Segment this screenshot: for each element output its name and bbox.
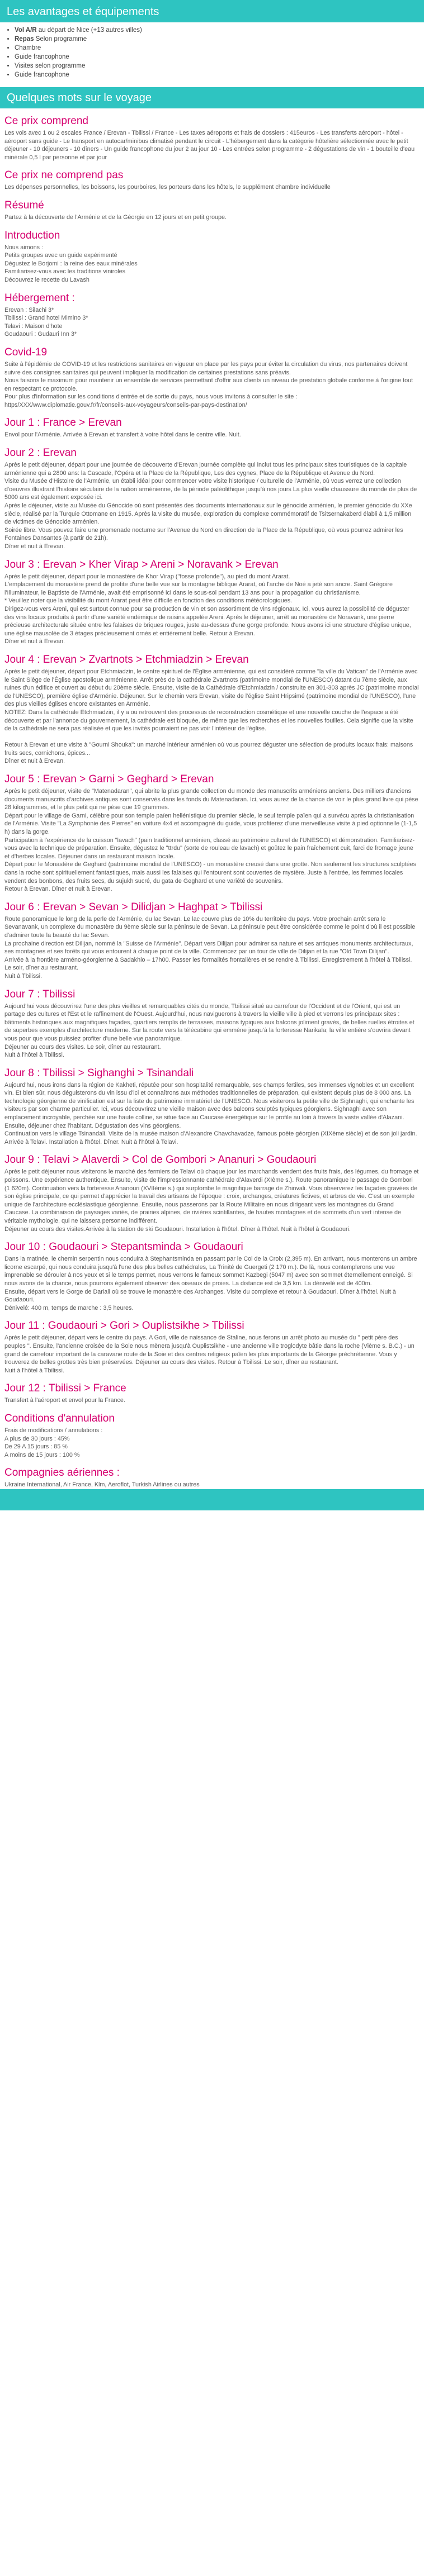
- section-body: Route panoramique le long de la perle de l'Arménie, du lac Sevan. Le lac couvre plus de 10% du territoire du pays. Votre prochain arrêt sera le Sevanavank, un complexe du monastère du 9ème siècle sur la péninsule de Sevan. La péninsule peut être considérée comme le point d'où il est possible d'admirer toute la beauté du lac Sevan. La prochaine direction est Dilijan, nommé la "Suisse de l'Arménie". Départ vers Dilijan pour admirer sa nature et ses antiques monuments architecturaux, ses montagnes et ses forêts qui vous entourent à chaque point de la ville. Commencez par un tour de ville de Dilijan et la rue "Old Town Dilijan". Arrivée à la frontière arméno-géorgienne à Sadakhlo – 17h00. Passer les formalités frontalières et se rendre à Tbilissi. Enregistrement à l'hôtel à Tbilissi. Le soir, dîner au restaurant. Nuit à Tbilissi.: [4, 915, 416, 980]
- section-title: Jour 9 : Telavi > Alaverdi > Col de Gombori > Ananuri > Goudaouri: [4, 1154, 317, 1166]
- advantage-item: [15, 26, 424, 35]
- section-title: Ce prix ne comprend pas: [4, 169, 124, 182]
- section-body: Les vols avec 1 ou 2 escales France / Erevan - Tbilissi / France - Les taxes aéroports et frais de dossiers : 415euros - Les transferts aéroport - hôtel - aéroport sans guide - Le transport en autocar/minibus climatisé pendant le circuit - L'hébergement dans la catégorie hôtelière sélectionnée avec le petit déjeuner - 10 déjeuners - 10 dîners - Un guide francophone du jour 2 au jour 10 - Les entrées selon programme - 2 dégustations de vin - 1 bouteille d'eau minérale 0,5 l par personne et par jour: [4, 130, 415, 161]
- advantage-text: au départ de Nice (+13 autres villes): [36, 27, 142, 34]
- advantage-item: [15, 61, 424, 70]
- section-body: Transfert à l'aéroport et envol pour la France.: [4, 1397, 125, 1404]
- section-title: Jour 5 : Erevan > Garni > Geghard > Erevan: [4, 773, 214, 786]
- advantage-bold: Vol A/R: [15, 27, 37, 34]
- section-title: Conditions d'annulation: [4, 1412, 115, 1424]
- advantages-list: [0, 26, 424, 79]
- section-title: Hébergement :: [4, 292, 75, 304]
- section-title: Jour 12 : Tbilissi > France: [4, 1382, 126, 1395]
- section-body: Après le petit déjeuner, départ pour Etchmiadzin, le centre spirituel de l'Église arménienne, qui est considéré comme "la ville du Vatican" de l'Arménie avec le Saint Siège de l'Église apostolique arménienne. Arrêt près de la cathédrale Zvartnots (patrimoine mondial de l'UNESCO) datant du 7ème siècle, aux ruines d'un édifice et ouvert au début du 20ème siècle. Ensuite, visite de la Cathédrale d'Etchmiadzin / construite en 301-303 après JC (patrimoine mondial de l'UNESCO), première église d'Arménie. Déjeuner. Sur le chemin vers Erevan, visite de l'église Saint Hripsimé (patrimoine mondial de l'UNESCO), l'une des plus vieilles églises encore existantes en Arménie. NOTEZ: Dans la cathédrale Etchmiadzin, il y a ou retrouvent des processus de reconstruction cosmétique et une nouvelle couche de l'espace a été découverte et par l'annonce du gouvernement, la cathédrale est bloquée, de même que les recherches et les nouvelles fouilles. Cela signifie que la visite de la cathédrale ne sera pas réalisée et que les invités pourraient ne pas voir l'intérieur de l'église. Retour à Erevan et une visite à "Gourni Shouka": un marché intérieur arménien où vous pourrez déguster une sélection de produits locaux frais: maisons fruits secs, cornichons, épices... Dîner et nuit à Erevan.: [4, 668, 419, 765]
- advantage-text: Guide francophone: [15, 54, 69, 60]
- advantage-item: [15, 70, 424, 79]
- section-title: Jour 11 : Goudaouri > Gori > Ouplistsikhe > Tbilissi: [4, 1320, 244, 1332]
- section-title: Jour 7 : Tbilissi: [4, 988, 76, 1000]
- advantage-text: Visites selon programme: [15, 63, 86, 69]
- advantage-text: Chambre: [15, 45, 41, 51]
- words-header: [0, 87, 424, 108]
- section-title: Compagnies aériennes :: [4, 1467, 120, 1479]
- section-body: Frais de modifications / annulations : A plus de 30 jours : 45% De 29 A 15 jours : 85 % A moins de 15 jours : 100 %: [4, 1427, 103, 1458]
- advantage-bold: Repas: [15, 36, 34, 42]
- advantage-text: Selon programme: [34, 36, 87, 42]
- section-body: Après le petit déjeuner, départ vers le centre du pays. A Gori, ville de naissance de Staline, nous ferons un arrêt photo au musée du " petit père des peuples ". Ensuite, l'ancienne croisée de la Soie nous mènera jusqu'à Ouplistsikhe - une ancienne ville troglodyte bâtie dans la roche (Vième s. B.C.) - un grand de carrefour important de la caravane route de la Soie et des centres religieux païen les plus importants de la Géorgie préchrétienne. Vous y trouverez de belles grottes très bien préservées. Déjeuner au cours des visites. Retour à Tbilissi. Le soir, dîner au restaurant. Nuit à l'hôtel à Tbilissi.: [4, 1334, 414, 1374]
- advantages-header: [0, 0, 424, 22]
- section-title: Introduction: [4, 229, 60, 241]
- section-body: Partez à la découverte de l'Arménie et de la Géorgie en 12 jours et en petit groupe.: [4, 213, 227, 221]
- section-body: Les dépenses personnelles, les boissons, les pourboires, les porteurs dans les hôtels, le supplément chambre individuelle: [4, 184, 331, 191]
- section-title: Jour 3 : Erevan > Kher Virap > Areni > Noravank > Erevan: [4, 558, 279, 571]
- section-body: Aujourd'hui vous découvrirez l'une des plus vieilles et remarquables cités du monde, Tbilissi situé au carrefour de l'Occident et de l'Orient, qui est un partage des cultures et l'Est et le raffinement de l'Ouest. Aujourd'hui, nous naviguerons à travers la vieille ville à pied et verrons les principaux sites : bâtiments historiques aux magnifiques façades, quartiers remplis de terrasses, maisons typiques aux balcons joliment gravés, de belles ruelles étroites et de superbes exemples d'architecture moderne. Sur la route vers la télécabine qui emmène jusqu'à la forteresse Narikala; la ville entière s'ouvrira devant vous pour que vous puissiez profiter d'une belle vue panoramique. Déjeuner au cours des visites. Le soir, dîner au restaurant. Nuit à l'hôtel à Tbilissi.: [4, 1002, 414, 1059]
- section-body: Après le petit déjeuner nous visiterons le marché des fermiers de Telavi où chaque jour les marchands vendent des fruits frais, des légumes, du fromage et poissons. Une expérience authentique. Ensuite, visite de l'impressionnante cathédrale d'Alaverdi (XIème s.). Route panoramique le passage de Gombori (1 620m). Continuation vers la forteresse Ananouri (XVIIème s.) qui surplombe le magnifique barrage de Zhinvali. Vous observerez les façades gravées de son église principale, ce qui permet d'apprécier la travail des artisans de l'époque : croix, archanges, créatures fictives, et arbres de vie. C'est un exemple unique de l'architecture ecclésiastique géorgienne. Ensuite, nous passerons par la Route Militaire en nous dirigeant vers les montagnes du Grand Caucase. La combinaison de paysages variés, de prairies alpines, de rivières scintillantes, de hautes montagnes et de sommets d'un vert intense de véritable mythologie, qui ne laissera personne indifférent. Déjeuner au cours des visites.Arrivée à la station de ski Goudaouri. Installation à l'hôtel. Dîner à l'hôtel. Nuit à l'hôtel à Goudaouri.: [4, 1168, 419, 1233]
- section-body: Erevan : Silachi 3* Tbilissi : Grand hotel Mimino 3* Telavi : Maison d'hote Goudaouri : Gudauri Inn 3*: [4, 306, 88, 338]
- words-title: Quelques mots sur le voyage: [7, 92, 152, 104]
- section-title: Covid-19: [4, 346, 48, 358]
- section-body: Nous aimons : Petits groupes avec un guide expérimenté Dégustez le Borjomi : la reine des eaux minérales Familiarisez-vous avec les traditions viniroles Découvrez le recette du Lavash: [4, 244, 138, 283]
- section-title: Ce prix comprend: [4, 115, 88, 127]
- section-body: Après le petit déjeuner, départ pour le monastère de Khor Virap ("fosse profonde"), au pied du mont Ararat. L'emplacement du monastère prend de profite d'une belle vue sur la montagne biblique Ararat, où l'arche de Noé a jeté son ancre. Saint Grégoire l'Illuminateur, le Baptiste de l'Arménie, avait été emprisonné ici dans le sous-sol pendant 13 ans pour la propagation du christianisme. * Veuillez noter que la visibilité du mont Ararat peut être difficile en fonction des conditions météorologiques. Dirigez-vous vers Areni, qui est surtout connue pour sa production de vin et son assortiment de vins régionaux. Ici, vous aurez la possibilité de déguster des vins locaux produits à partir d'une variété endémique de raisins appelée Areni. Après le déjeuner, arrêt au monastère de Noravank, une pierre précieuse architecturale située entre les falaises de briques rouges, juste au-dessus d'une gorge profonde. Nous avons ici une structure d'église unique, une église mausolée de 3 étages précieusement ornés et entièrement belle. Retour à Erevan. Dîner et nuit à Erevan.: [4, 573, 411, 645]
- section-body: Envol pour l'Arménie. Arrivée à Erevan et transfert à votre hôtel dans le centre ville. Nuit.: [4, 431, 241, 439]
- section-body: Après le petit déjeuner, départ pour une journée de découverte d'Erevan journée complète qui inclut tous les principaux sites touristiques de la capitale arménienne qui a 2800 ans: la Cascade, l'Opéra et la Place de la République, Les des cygnes, Place de la République et Avenue du Nord. Visite du Musée d'Histoire de l'Arménie, un établi idéal pour commencer votre visite historique / culturelle de l'Arménie, où vous verrez une collection d'oeuvres illustrant l'histoire séculaire de la nation arménienne, de la période paléolithique jusqu'à nos jours La plus vieille chaussure du monde de plus de 5000 ans est également exposée ici. Après le déjeuner, visite au Musée du Génocide où sont présentés des documents internationaux sur le génocide arménien, le premier génocide du XXe siècle, réalisé par la Turquie Ottomane en 1915. Après la visite du musée, exploration du complexe commémoratif de Tsitsernakaberd élabli à 1,5 million de victimes de Génocide arménien. Soirée libre. Vous pouvez faire une promenade nocturne sur l'Avenue du Nord en direction de la Place de la République, où vous pourrez admirer les Fontaines Dansantes (à partir de 21h). Dîner et nuit à Erevan.: [4, 462, 417, 550]
- section-title: Jour 8 : Tbilissi > Sighanghi > Tsinandali: [4, 1067, 194, 1079]
- section-body: Ukraine International, Air France, Klm, Aeroflot, Turkish Airlines ou autres: [4, 1481, 200, 1489]
- section-title: Jour 2 : Erevan: [4, 447, 77, 459]
- section-title: Jour 10 : Goudaouri > Stepantsminda > Goudaouri: [4, 1241, 243, 1253]
- section-body: Aujourd'hui, nous irons dans la région de Kakheti, réputée pour son hospitalité remarquable, ses champs fertiles, ses immenses vignobles et un excellent vin. Et bien sûr, nous déguisterons du vin issu d'ici et connaîtrons aux méthodes traditionnelles de préparation, qui existent depuis plus de 8 000 ans. La technologie géorgienne de vinification est sur la liste du patrimoine immatériel de l'UNESCO. Nous visiterons la petite ville de Sighnaghi, qui enchante les visiteurs par son charme particulier. Ici, vous découvrirez une vieille maison avec des balcons sculptés typiques géorgiens. Sighnaghi avec son emplacement incroyable, perchée sur une haute colline, se situe face au Caucase énergétique sur le profile au loin à travers la vaste vallée d'Alazani. Ensuite, déjeuner chez l'habitant. Dégustation des vins géorgiens. Continuation vers le village Tsinandali. Visite de la musée maison d'Alexandre Chavchavadze, famous poète géorgien (XIXème siècle) et de son joli jardin. Arrivée à Telavi. Installation à l'hôtel. Dîner. Nuit à l'hôtel à Telavi.: [4, 1081, 417, 1146]
- advantages-title: Les avantages et équipements: [7, 6, 159, 18]
- section-title: Jour 6 : Erevan > Sevan > Dilidjan > Haghpat > Tbilissi: [4, 901, 263, 913]
- section-body: Dans la matinée, le chemin serpentin nous conduira à Stephantsminda en passant par le Col de la Croix (2,395 m). En arrivant, nous monterons un ambre licorne escarpé, qui nous conduira jusqu'à l'une des plus belles cathédrales, La Trinité de Guergeti (2 170 m.). De là, nous contemplerons une vue imprenable se dérouler à nos yeux et si le temps permet, nous verrons le fameux sommet Kazbegi (5047 m) avec son sommet éternellement enneigé. Si nous avons de la chance, nous pourrons également observer des oiseaux de proies. La distance est de 3,5 km. La dénivelé est de 400m. Ensuite, départ vers le Gorge de Dariali où se trouve le monastère des Archanges. Visite du complexe et retour à Goudaouri. Dîner à l'hôtel. Nuit à Goudaouri. Dénivelé: 400 m, temps de marche : 3,5 heures.: [4, 1256, 417, 1311]
- trip-sections: [0, 115, 424, 1489]
- advantage-item: [15, 53, 424, 61]
- advantage-item: [15, 35, 424, 44]
- section-body: Après le petit déjeuner, visite de "Matenadaran", qui abrite la plus grande collection du monde des manuscrits arméniens anciens. Des milliers d'anciens documents manuscrits d'archives antiques sont conservés dans les fonds du Matenadaran. Ici, vous aurez de la chance de voir le plus grand livre qui pèse 28 kilogrammes, et le plus petit qui ne pèse que 19 grammes. Départ pour le village de Garni, célèbre pour son temple païen hellénistique du premier siècle, le seul temple païen qui a survécu après la christianisation de l'Arménie. Visite "La Symphonie des Pierres" en voiture 4x4 et accompagné du guide, vous profiterez d'une merveilleuse visite à pied optionnelle (1-1,5 h) dans la gorge. Participation à l'expérience de la cuisson "lavach" (pain traditionnel arménien, classé au patrimoine culturel de l'UNESCO) et démonstration. Familiarisez-vous avec la technique de préparation. Ensuite, dégustez le "ttrdu" (sorte de rouleau de lavach) et goûtez le pain fraîchement cuit, farci de fromage jeune et d'herbes locales. Déjeuner dans un restaurant maison locale. Départ pour le Monastère de Geghard (patrimoine mondial de l'UNESCO) - un monastère creusé dans une grotte. Non seulement les structures sculptées dans la roche sont spirituellement fantastiques, mais aussi les falaises qui l'entourent sont couvertes de mystère. Juste à l'entrée, les femmes locales vendent des bonbons, des fruits secs, du sujukh sucré, du gata de Geghard et une variété de souvenirs. Retour à Erevan. Dîner et nuit à Erevan.: [4, 788, 418, 893]
- section-body: Suite à l'épidémie de COVID-19 et les restrictions sanitaires en vigueur en place par les pays pour éviter la circulation du virus, nos partenaires doivent suivre des consignes sanitaires qui peuvent impliquer la modification de certaines prestations sans préavis. Nous faisons le maximum pour maintenir un ensemble de services permettant d'offrir aux clients un niveau de prestation globale conforme à l'origine tout en respectant ce protocole. Pour plus d'information sur les conditions d'entrée et de sortie du pays, nous vous invitons à consulter le site : https/XXX/www.diplomatie.gouv.fr/fr/conseils-aux-voyageurs/conseils-par-pays-destination/: [4, 360, 413, 408]
- advantage-item: [15, 44, 424, 53]
- section-title: Résumé: [4, 199, 44, 211]
- footer-band: [0, 1489, 424, 1510]
- section-title: Jour 4 : Erevan > Zvartnots > Etchmiadzin > Erevan: [4, 653, 249, 666]
- advantage-text: Guide francophone: [15, 72, 69, 78]
- section-title: Jour 1 : France > Erevan: [4, 417, 122, 429]
